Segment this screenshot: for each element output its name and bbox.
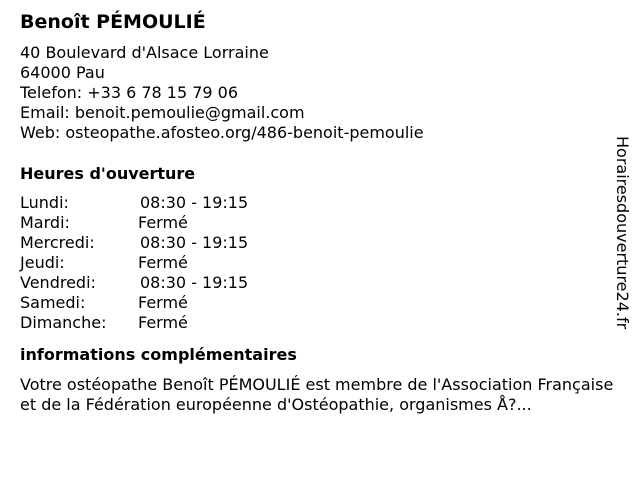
hours-row-vendredi bbox=[20, 273, 610, 293]
address-street: 40 Boulevard d'Alsace Lorraine bbox=[20, 43, 269, 62]
business-name: Benoît PÉMOULIÉ bbox=[20, 11, 206, 33]
hours-day-label: Mercredi: bbox=[20, 233, 95, 252]
hours-time-value: 08:30 - 19:15 bbox=[140, 273, 249, 292]
hours-heading: Heures d'ouverture bbox=[20, 164, 196, 183]
hours-day-label: Jeudi: bbox=[20, 253, 65, 272]
hours-row-jeudi bbox=[20, 253, 610, 273]
hours-row-dimanche bbox=[20, 313, 610, 333]
hours-day-label: Vendredi: bbox=[20, 273, 96, 292]
hours-time-value: 08:30 - 19:15 bbox=[140, 233, 249, 252]
hours-time-value: Fermé bbox=[138, 293, 188, 312]
info-description: Votre ostéopathe Benoît PÉMOULIÉ est membre de l'Association Française et de la Fédération européenne d'Ostéopathie, organismes Å?... bbox=[20, 375, 614, 414]
hours-row-samedi bbox=[20, 293, 610, 313]
hours-time-value: 08:30 - 19:15 bbox=[140, 193, 249, 212]
business-card bbox=[20, 10, 614, 415]
hours-row-lundi bbox=[20, 193, 610, 213]
hours-day-label: Samedi: bbox=[20, 293, 86, 312]
web-text: Web: osteopathe.afosteo.org/486-benoit-pemoulie bbox=[20, 123, 424, 142]
hours-table bbox=[20, 193, 610, 333]
hours-day-label: Lundi: bbox=[20, 193, 69, 212]
info-heading: informations complémentaires bbox=[20, 345, 297, 364]
hours-time-value: Fermé bbox=[138, 213, 188, 232]
email-text: Email: benoit.pemoulie@gmail.com bbox=[20, 103, 305, 122]
contact-block bbox=[20, 43, 610, 143]
hours-time-value: Fermé bbox=[138, 313, 188, 332]
hours-day-label: Dimanche: bbox=[20, 313, 107, 332]
hours-row-mercredi bbox=[20, 233, 610, 253]
hours-day-label: Mardi: bbox=[20, 213, 70, 232]
phone-text: Telefon: +33 6 78 15 79 06 bbox=[20, 83, 239, 102]
hours-time-value: Fermé bbox=[138, 253, 188, 272]
site-watermark: Horairesdouverture24.fr bbox=[613, 136, 632, 330]
hours-row-mardi bbox=[20, 213, 610, 233]
address-city: 64000 Pau bbox=[20, 63, 105, 82]
